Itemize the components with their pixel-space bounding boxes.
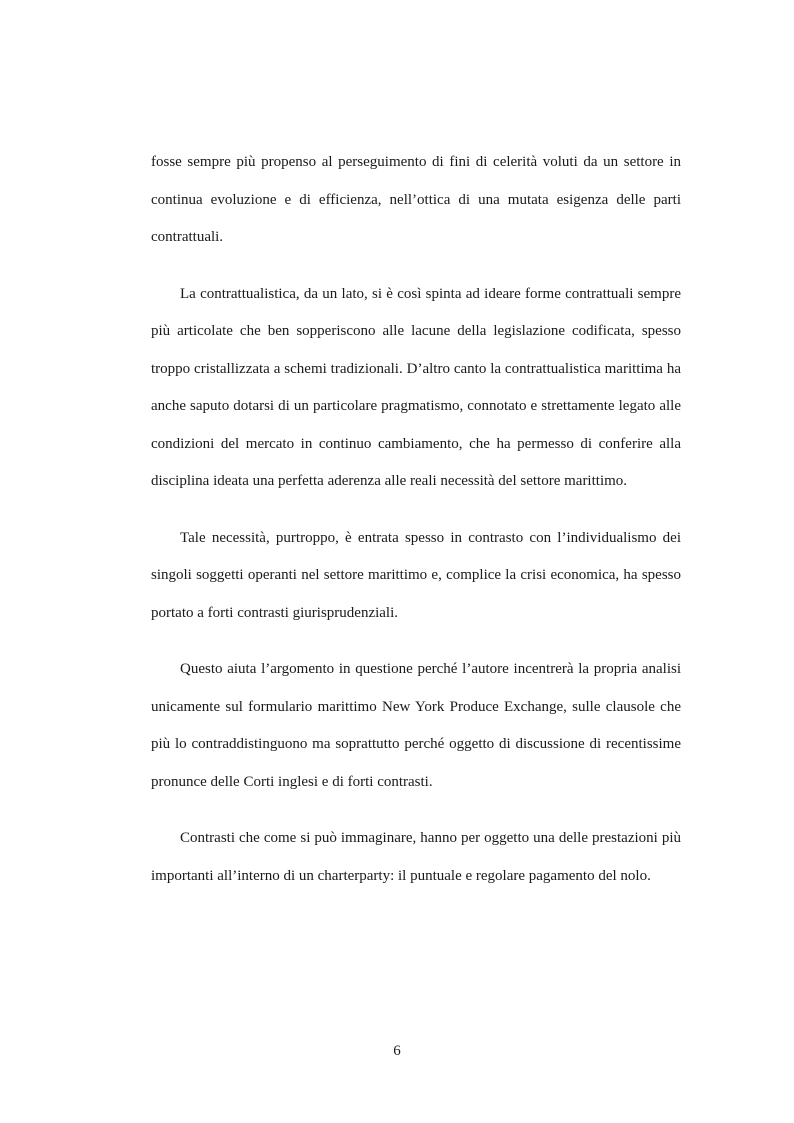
page-number: 6: [393, 1043, 401, 1059]
paragraph-continuation: fosse sempre più propenso al perseguimento di fini di celerità voluti da un settore in continua evoluzione e di efficienza, nell’ottica di una mutata esigenza delle parti contrattuali.: [151, 154, 681, 245]
paragraph-necessita: Tale necessità, purtroppo, è entrata spesso in contrasto con l’individualismo dei singoli soggetti operanti nel settore marittimo e, complice la crisi economica, ha spesso portato a forti contrasti giurisprudenziali.: [151, 529, 681, 621]
paragraph-contrattualistica: La contrattualistica, da un lato, si è così spinta ad ideare forme contrattuali sempre più articolate che ben sopperiscono alle lacune della legislazione codificata, spesso troppo cristallizzata a schemi tradizionali. D’altro canto la contrattualistica marittima ha anche saputo dotarsi di un particolare pragmatismo, connotato e strettamente legato alle condizioni del mercato in continuo cambiamento, che ha permesso di conferire alla disciplina ideata una perfetta aderenza alle reali necessità del settore marittimo.: [151, 285, 681, 489]
paragraph-argomento: Questo aiuta l’argomento in questione perché l’autore incentrerà la propria analisi unicamente sul formulario marittimo New York Produce Exchange, sulle clausole che più lo contraddistinguono ma soprattutto perché oggetto di discussione di recentissime pronunce delle Corti inglesi e di forti contrasti.: [151, 661, 681, 790]
paragraph-contrasti: Contrasti che come si può immaginare, hanno per oggetto una delle prestazioni più importanti all’interno di un charterparty: il puntuale e regolare pagamento del nolo.: [151, 830, 681, 884]
page-body: [151, 144, 681, 914]
